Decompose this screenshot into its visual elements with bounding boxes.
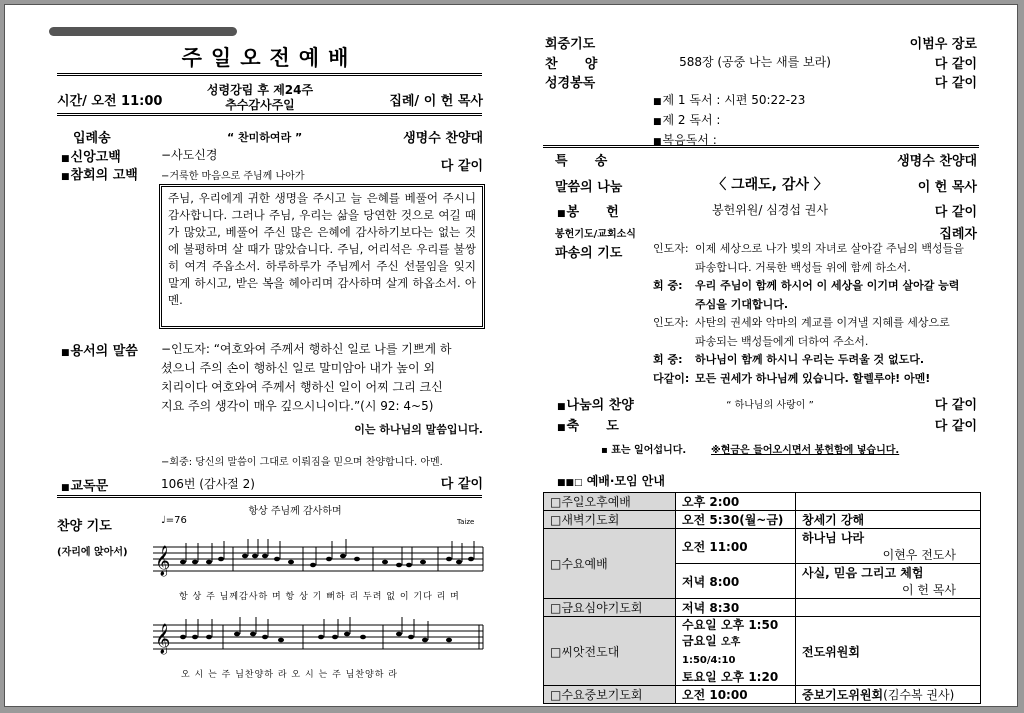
sending-prayer: [653, 240, 964, 388]
offering-by: 다 같이: [934, 205, 977, 220]
pardon-line: 치리이다 여호와여 주께서 행하신 일이 어찌 그리 크신: [161, 380, 443, 394]
pardon-line: −인도자: “여호와여 주께서 행하신 일로 나를 기쁘게 하: [161, 342, 452, 356]
table-row: □수요예배 오전 11:00 하나님 나라 이현우 전도사: [544, 529, 981, 564]
season-line2: 추수감사주일: [225, 98, 295, 112]
top-decoration-bar: [49, 27, 237, 36]
sermon-by: 이 헌 목사: [917, 180, 977, 195]
confession-by: 다 같이: [440, 159, 483, 174]
reading-label: 성경봉독: [545, 76, 596, 91]
reading-item: ■ 제 2 독서 :: [653, 111, 805, 131]
pardon-response: −회중: 당신의 말씀이 그대로 이뤄짐을 믿으며 찬양합니다. 아멘.: [161, 457, 443, 468]
reading-item: ■ 제 1 독서 : 시편 50:22-23: [653, 91, 805, 111]
hymn-label: 찬 양: [545, 57, 598, 72]
schedule-table: [543, 492, 981, 704]
season-line1: 성령강림 후 제24주: [206, 83, 314, 97]
bulletin-page: [4, 4, 1018, 707]
score-lyrics-1: 항 상 주 님께감사하 며 항 상 기 뻐하 리 두려 없 이 기다 리 며: [179, 592, 460, 602]
sending-line: 인도자: 사탄의 권세와 악마의 계교를 이겨낼 지혜를 세상으로: [653, 316, 950, 329]
pardon-line: 셨으니 주의 손이 행하신 일로 말미암아 내가 높이 외: [161, 361, 435, 375]
responsive-label: ■ 교독문: [61, 475, 108, 494]
confession-label: ■ 참회의 고백: [61, 164, 138, 183]
special-label: 특 송: [555, 154, 608, 169]
score-composer: Taize: [457, 518, 475, 526]
schedule-heading-icon: ■■□: [557, 478, 583, 488]
sending-line: 파송합니다. 거룩한 백성들 위에 함께 하소서.: [695, 260, 911, 274]
reading-by: 다 같이: [934, 76, 977, 91]
creed-label: ■ 신앙고백: [61, 146, 121, 165]
sharing-hymn-content: “ 하나님의 사랑이 ”: [726, 400, 814, 411]
pardon-label: ■ 용서의 말씀: [61, 340, 138, 359]
offering-label: ■ 봉 헌: [557, 201, 619, 220]
table-row: □주일오후예배 오후 2:00: [544, 493, 981, 511]
schedule-heading: ■■□ 예배·모임 안내: [557, 474, 665, 488]
entrance-by: 생명수 찬양대: [403, 131, 483, 146]
pardon-text: [161, 340, 451, 416]
hymn-prayer-note: (자리에 앉아서): [57, 547, 128, 558]
pardon-close: 이는 하나님의 말씀입니다.: [354, 423, 483, 436]
sharing-hymn-label: ■ 나눔의 찬양: [557, 394, 634, 413]
table-row: □씨앗전도대 수요일 오후 1:50 금요일 오후 1:50/4:10 토요일 오후 1:20 전도위원회: [544, 617, 981, 686]
pardon-line: 지요 주의 생각이 매우 깊으시니이다.”(시 92: 4~5): [161, 399, 434, 413]
sending-line: 회 중: 하나님이 함께 하시니 우리는 두려울 것 없도다.: [653, 353, 925, 366]
hymn-content: 588장 (공중 나는 새를 보라): [679, 55, 831, 69]
reading-list: [653, 91, 805, 151]
sending-line: 파송되는 백성들에게 더하여 주소서.: [695, 334, 869, 348]
music-staff-1: [153, 539, 487, 587]
offering-content: 봉헌위원/ 심경섭 권사: [711, 203, 828, 217]
hymn-by: 다 같이: [934, 57, 977, 72]
confession-intro: −거룩한 마음으로 주님께 나아가: [161, 171, 305, 182]
hymn-prayer-label: 찬양 기도: [57, 519, 112, 534]
sending-line: 다같이: 모든 권세가 하나님께 있습니다. 할렐루야! 아멘!: [653, 371, 931, 385]
table-row: 저녁 8:00 사실, 믿음 그리고 체험 이 헌 목사: [544, 564, 981, 599]
score-tempo: ♩=76: [161, 515, 187, 526]
offering-prayer-label: 봉헌기도/교회소식: [555, 229, 636, 240]
table-row: □수요중보기도회 오전 10:00 중보기도위원회(김수복 권사): [544, 686, 981, 704]
table-row: □금요심야기도회 저녁 8:30: [544, 599, 981, 617]
confession-prayer-box: 주님, 우리에게 귀한 생명을 주시고 늘 은혜를 베풀어 주시니 감사합니다. 그러나 주님, 우리는 삶을 당연한 것으로 여길 때가 많았고, 베풀어 주신 많은 은혜에 감사하기보다는 없는 것에 불평하며 살 때가 많았습니다. 주님, 어리석은 우리를 불쌍히 여겨 주옵소서. 하루하루가 주님께서 주신 선물임을 잊지 말게 하시고, 받은 복을 헤아리며 감사하며 살게 하옵소서. 아멘.: [159, 184, 485, 329]
sermon-label: 말씀의 나눔: [555, 180, 623, 195]
header-rule: [57, 113, 482, 116]
service-time: 시간/ 오전 11:00: [57, 94, 163, 109]
blessing-by: 다 같이: [934, 419, 977, 434]
responsive-content: 106번 (감사절 2): [161, 477, 255, 491]
responsive-by: 다 같이: [440, 477, 483, 492]
standing-note: ▪ 표는 일어섭니다.: [601, 445, 687, 456]
svg-text:𝄞: 𝄞: [155, 546, 171, 576]
music-staff-2: [153, 617, 487, 665]
sending-line: 회 중: 우리 주님이 함께 하시어 이 세상을 이기며 살아갈 능력: [653, 279, 960, 292]
creed-content: −사도신경: [161, 148, 218, 162]
entrance-label: 입례송: [73, 131, 111, 146]
sending-line: 인도자: 이제 세상으로 나가 빛의 자녀로 살아갈 주님의 백성들을: [653, 242, 964, 255]
reading-item: ■ 복음독서 :: [653, 131, 805, 151]
prayer-by: 이범우 장로: [909, 37, 977, 52]
service-leader: 집례/ 이 헌 목사: [389, 94, 483, 109]
title-rule: [57, 73, 482, 76]
reading-rule: [543, 145, 979, 148]
sermon-title: 〈 그래도, 감사 〉: [712, 177, 828, 193]
score-title: 항상 주님께 감사하며: [248, 506, 342, 517]
sharing-hymn-by: 다 같이: [934, 398, 977, 413]
score-lyrics-2: 오 시 는 주 님찬양하 라 오 시 는 주 님찬양하 라: [181, 670, 398, 680]
special-by: 생명수 찬양대: [897, 154, 977, 169]
page-title: 주일오전예배: [181, 46, 358, 70]
offering-note: ※현금은 들어오시면서 봉헌함에 넣습니다.: [711, 445, 900, 456]
blessing-label: ■ 축 도: [557, 415, 619, 434]
sending-label: 파송의 기도: [555, 246, 623, 261]
prayer-label: 회중기도: [545, 37, 596, 52]
entrance-content: “ 찬미하여라 ”: [227, 131, 303, 144]
sending-line: 주심을 기대합니다.: [695, 297, 789, 311]
offering-prayer-by: 집례자: [939, 227, 977, 242]
table-row: □새벽기도회 오전 5:30(월~금) 창세기 강해: [544, 511, 981, 529]
responsive-rule: [57, 495, 482, 498]
svg-text:𝄞: 𝄞: [155, 624, 171, 654]
